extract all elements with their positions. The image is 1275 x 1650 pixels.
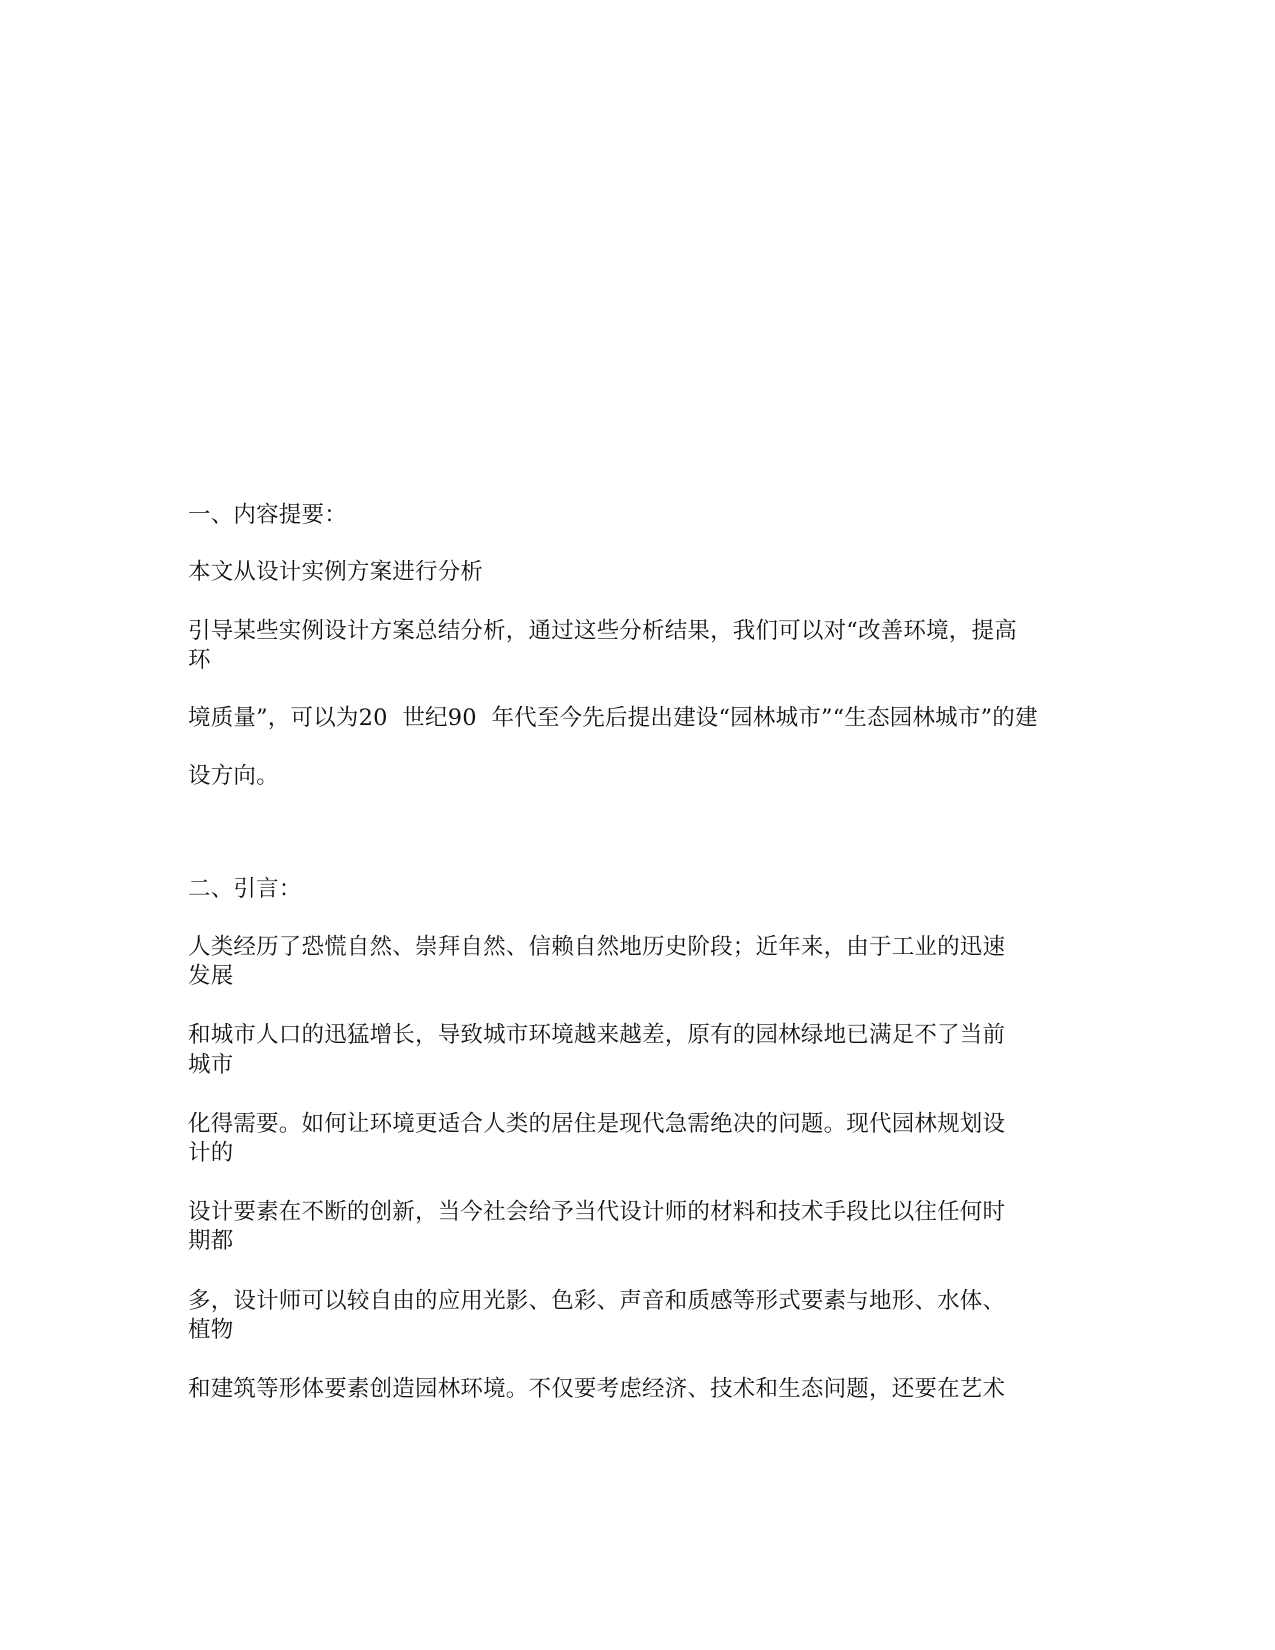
paragraph-line: 化得需要。如何让环境更适合人类的居住是现代急需绝决的问题。现代园林规划设 [188,1111,1006,1137]
paragraph-line: 和城市人口的迅猛增长，导致城市环境越来越差，原有的园林绿地已满足不了当前 [188,1022,1006,1048]
paragraph-line: 本文从设计实例方案进行分析 [188,559,484,585]
paragraph-line: 多，设计师可以较自由的应用光影、色彩、声音和质感等形式要素与地形、水体、 [188,1288,1006,1314]
paragraph-line: 人类经历了恐慌自然、崇拜自然、信赖自然地历史阶段；近年来，由于工业的迅速 [188,934,1006,960]
paragraph-line: 城市 [188,1052,234,1078]
paragraph-line: 发展 [188,963,234,989]
paragraph-line: 引导某些实例设计方案总结分析，通过这些分析结果，我们可以对“改善环境，提高 [188,618,1017,644]
paragraph-line: 计的 [188,1140,234,1166]
paragraph-line: 环 [188,647,211,673]
section-heading-summary: 一、内容提要： [188,502,347,528]
paragraph-line: 境质量”，可以为20 世纪90 年代至今先后提出建设“园林城市”“生态园林城市”的建 [188,705,1038,731]
paragraph-line: 期都 [188,1228,234,1254]
paragraph-line: 设方向。 [188,763,279,789]
paragraph-line: 和建筑等形体要素创造园林环境。不仅要考虑经济、技术和生态问题，还要在艺术 [188,1376,1006,1402]
paragraph-line: 植物 [188,1317,234,1343]
section-heading-introduction: 二、引言： [188,876,302,902]
paragraph-line: 设计要素在不断的创新，当今社会给予当代设计师的材料和技术手段比以往任何时 [188,1199,1006,1225]
